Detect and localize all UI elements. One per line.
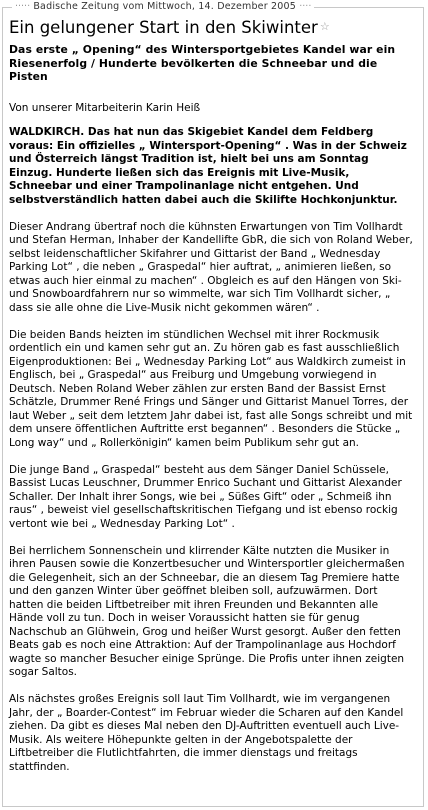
article bbox=[9, 16, 413, 774]
subtitle: Das erste „ Opening“ des Wintersportgebietes Kandel war ein Riesenerfolg / Hunderte bevölkerten die Schneebar und die Pisten bbox=[9, 43, 396, 83]
source-text: Badische Zeitung vom Mittwoch, 14. Dezember 2005 bbox=[33, 1, 297, 12]
headline-text: Ein gelungener Start in den Skiwinter bbox=[9, 18, 318, 37]
headline bbox=[9, 16, 413, 39]
body-paragraph: Bei herrlichem Sonnenschein und klirrender Kälte nutzten die Musiker in ihren Pausen sowie die Konzertbesucher und Wintersportler gleichermaßen die Gelegenheit, sich an der Schneebar, die an diesem Tag Premiere hatte und den ganzen Winter über geöffnet bleiben soll, aufzuwärmen. Dort hatten die beiden Liftbetreiber mit ihren Freunden und Bekannten alle Hände voll zu tun. Doch in weiser Voraussicht hatten sie für genug Nachschub an Glühwein, Grog und heißer Wurst gesorgt. Außer den fetten Beats gab es noch eine Attraktion: Auf der Trampolinanlage aus Hochdorf wagte so mancher Besucher einige Sprünge. Die Profis unter ihnen zeigten sogar Saltos. bbox=[9, 544, 405, 678]
source-line bbox=[12, 1, 314, 12]
source-leader-dots: ····· bbox=[15, 1, 31, 12]
star-outline-icon[interactable]: ☆ bbox=[319, 20, 330, 33]
body-paragraph: Als nächstes großes Ereignis soll laut Tim Vollhardt, wie im vergangenen Jahr, der „ Boarder-Contest“ im Februar wieder die Scharen auf den Kandel ziehen. Da gibt es dieses Mal neben den DJ-Auftritten eventuell auch Live-Musik. Als weitere Höhepunkte gelten in der Angebotspalette der Liftbetreiber die Flutlichtfahrten, die immer dienstags und freitags stattfinden. bbox=[9, 693, 404, 773]
source-trailer-dots: ···· bbox=[299, 1, 312, 12]
body-paragraph: Dieser Andrang übertraf noch die kühnsten Erwartungen von Tim Vollhardt und Stefan Herman, Inhaber der Kandellifte GbR, die sich von Roland Weber, selbst leidenschaftlicher Skifahrer und Gittarist der Band „ Wednesday Parking Lot“ , die neben „ Graspedal“ hier auftrat, „ animieren ließen, so etwas auch hier einmal zu machen“ . Obgleich es auf den Hängen von Ski- und Snowboardfahrern nur so wimmelte, war sich Tim Vollhardt sicher, „ dass sie alle ohne die Live-Musik nicht gekommen wären“ . bbox=[9, 220, 413, 314]
body-paragraph: Die beiden Bands heizten im stündlichen Wechsel mit ihrer Rockmusik ordentlich ein und kamen sehr gut an. Zu hören gab es fast ausschließlich Eigenproduktionen: Bei „ Wednesday Parking Lot“ aus Waldkirch zumeist in Englisch, bei „ Graspedal“ aus Freiburg und Umgebung vorwiegend in Deutsch. Neben Roland Weber zählen zur ersten Band der Bassist Ernst Schätzle, Drummer René Frings und Sänger und Gittarist Manuel Torres, der laut Weber „ seit dem letztem Jahr dabei ist, fast alle Songs schreibt und mit dem unsere öffentlichen Auftritte erst begannen“ . Besonders die Stücke „ Long way“ und „ Rollerkönigin“ kamen beim Publikum sehr gut an. bbox=[9, 328, 413, 449]
body-paragraph: Die junge Band „ Graspedal“ besteht aus dem Sänger Daniel Schüssele, Bassist Lucas Leuschner, Drummer Enrico Suchant und Gittarist Alexander Schaller. Der Inhalt ihrer Songs, wie bei „ Süßes Gift“ oder „ Schmeiß ihn raus“ , beweist viel gesellschaftskritischen Tiefgang und ist ebenso rockig vertont wie bei „ Wednesday Parking Lot“ . bbox=[9, 463, 402, 530]
byline: Von unserer Mitarbeiterin Karin Heiß bbox=[9, 101, 201, 114]
lead-paragraph: WALDKIRCH. Das hat nun das Skigebiet Kandel dem Feldberg voraus: Ein offizielles „ Wintersport-Opening“ . Was in der Schweiz und Österreich längst Tradition ist, hielt bei uns am Sonntag Einzug. Hunderte ließen sich das Ereignis mit Live-Musik, Schneebar und einer Trampolinanlage nicht entgehen. Und selbstverständlich hatten dabei auch die Skilifte Hochkonjunktur. bbox=[9, 126, 407, 206]
